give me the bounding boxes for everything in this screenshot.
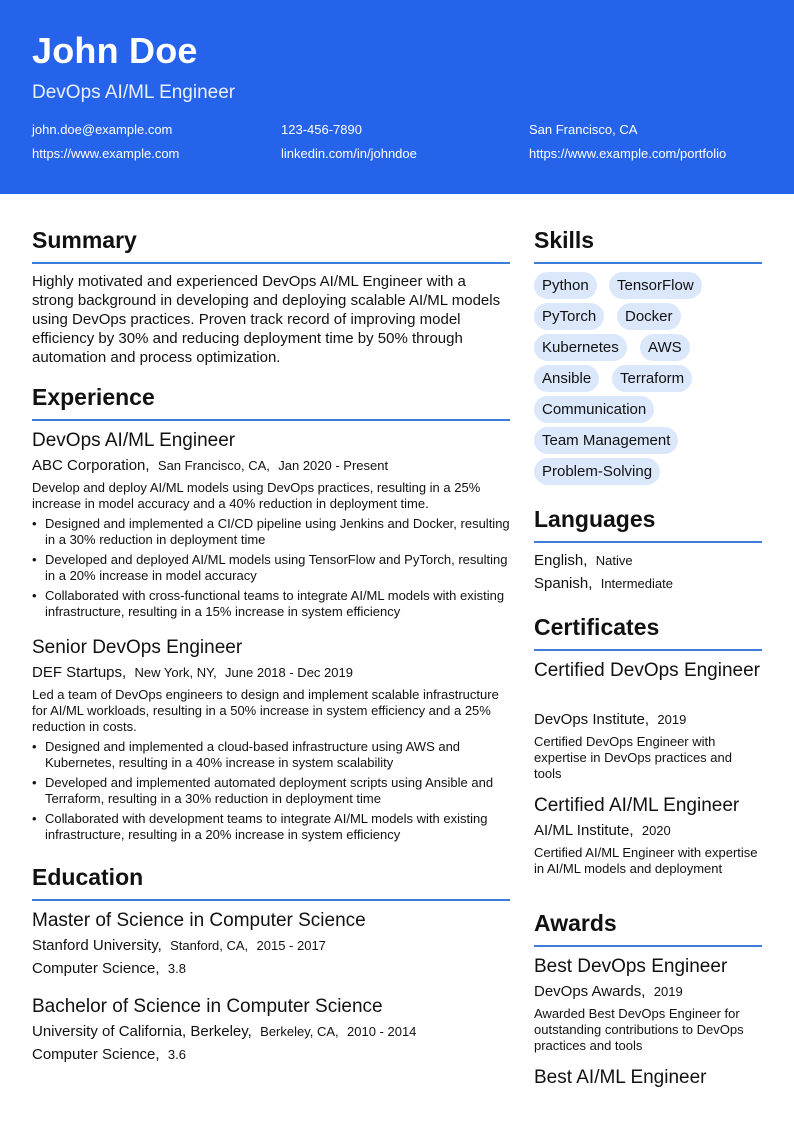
education-divider — [32, 899, 510, 901]
education-field-row — [32, 960, 186, 977]
language-level: Native — [595, 553, 633, 568]
language-name: Spanish, — [534, 575, 593, 592]
degree-title: Master of Science in Computer Science — [32, 910, 366, 931]
summary-heading: Summary — [32, 227, 137, 253]
job-title: Senior DevOps Engineer — [32, 637, 243, 658]
skill-chip: TensorFlow — [609, 272, 702, 299]
job-bullet: • Developed and deployed AI/ML models using TensorFlow and PyTorch, resulting in a 20% increase in model accuracy — [32, 552, 510, 584]
certificate-name: Certified DevOps Engineer — [534, 660, 760, 681]
education-meta — [32, 1023, 416, 1040]
award-issuer: DevOps Awards, — [534, 983, 646, 1000]
skill-chip: Terraform — [612, 365, 692, 392]
school-location: Stanford, CA, — [170, 938, 249, 953]
education-field: Computer Science, — [32, 1046, 160, 1063]
certificates-divider — [534, 649, 762, 651]
candidate-name: John Doe — [32, 30, 198, 71]
skill-chip: Problem-Solving — [534, 458, 660, 485]
award-name: Best DevOps Engineer — [534, 956, 728, 977]
contact-portfolio[interactable]: https://www.example.com/portfolio — [529, 146, 727, 161]
award-name: Best AI/ML Engineer — [534, 1067, 707, 1088]
certificate-year: 2020 — [641, 823, 671, 838]
job-bullets — [32, 516, 510, 624]
job-description: Led a team of DevOps engineers to design and implement scalable infrastructure for AI/ML workloads, resulting in a 50% increase in system efficiency and a 25% reduction in costs. — [32, 687, 499, 734]
job-bullet: • Collaborated with cross-functional teams to integrate AI/ML models with existing infrastructure, resulting in a 15% increase in system efficiency — [32, 588, 510, 620]
certificate-description: Certified AI/ML Engineer with expertise in AI/ML models and deployment — [534, 845, 758, 876]
summary-divider — [32, 262, 510, 264]
language-level: Intermediate — [600, 576, 673, 591]
skill-chip: Communication — [534, 396, 654, 423]
job-title: DevOps AI/ML Engineer — [32, 430, 236, 451]
job-dates: June 2018 - Dec 2019 — [225, 665, 353, 680]
languages-heading: Languages — [534, 506, 656, 532]
certificate-name: Certified AI/ML Engineer — [534, 795, 740, 816]
job-company: DEF Startups, — [32, 664, 127, 681]
education-dates: 2015 - 2017 — [256, 938, 326, 953]
skill-chip: PyTorch — [534, 303, 604, 330]
job-dates: Jan 2020 - Present — [278, 458, 389, 473]
certificate-description: Certified DevOps Engineer with expertise in DevOps practices and tools — [534, 734, 732, 781]
education-field-row — [32, 1046, 186, 1063]
experience-divider — [32, 419, 510, 421]
education-field: Computer Science, — [32, 960, 160, 977]
experience-heading: Experience — [32, 384, 155, 410]
skill-chip: Ansible — [534, 365, 599, 392]
certificate-meta — [534, 711, 686, 728]
degree-title: Bachelor of Science in Computer Science — [32, 996, 383, 1017]
contact-website[interactable]: https://www.example.com — [32, 146, 180, 161]
school-name: Stanford University, — [32, 937, 162, 954]
candidate-role: DevOps AI/ML Engineer — [32, 82, 236, 103]
job-location: San Francisco, CA, — [157, 458, 270, 473]
job-bullet: • Collaborated with development teams to integrate AI/ML models with existing infrastructure, resulting in a 20% increase in system efficiency — [32, 811, 510, 843]
school-location: Berkeley, CA, — [260, 1024, 339, 1039]
award-year: 2019 — [653, 984, 683, 999]
job-bullet: • Designed and implemented a CI/CD pipeline using Jenkins and Docker, resulting in a 30% reduction in deployment time — [32, 516, 510, 548]
education-dates: 2010 - 2014 — [347, 1024, 417, 1039]
skills-divider — [534, 262, 762, 264]
language-name: English, — [534, 552, 588, 569]
certificate-issuer: AI/ML Institute, — [534, 822, 634, 839]
summary-text: Highly motivated and experienced DevOps AI/ML Engineer with a strong background in developing and deploying scalable AI/ML models using DevOps practices. Proven track record of improving model efficiency by 30% and reducing deployment time by 50% through automation and process optimization. — [32, 273, 501, 366]
awards-heading: Awards — [534, 910, 617, 936]
skill-chip: AWS — [640, 334, 690, 361]
award-meta — [534, 983, 683, 1000]
awards-divider — [534, 945, 762, 947]
contact-email[interactable]: john.doe@example.com — [32, 122, 173, 137]
job-description: Develop and deploy AI/ML models using DevOps practices, resulting in a 25% increase in model accuracy and a 40% reduction in deployment time. — [32, 480, 481, 511]
contact-location: San Francisco, CA — [529, 122, 638, 137]
education-meta — [32, 937, 326, 954]
education-heading: Education — [32, 864, 144, 890]
job-bullet: • Designed and implemented a cloud-based infrastructure using AWS and Kubernetes, resulting in a 40% increase in system scalability — [32, 739, 510, 771]
job-company: ABC Corporation, — [32, 457, 150, 474]
skill-chip: Python — [534, 272, 597, 299]
education-gpa: 3.6 — [167, 1047, 186, 1062]
award-description: Awarded Best DevOps Engineer for outstanding contributions to DevOps practices and tools — [534, 1006, 744, 1053]
languages-divider — [534, 541, 762, 543]
certificate-issuer: DevOps Institute, — [534, 711, 650, 728]
contact-linkedin[interactable]: linkedin.com/in/johndoe — [281, 146, 417, 161]
certificates-heading: Certificates — [534, 614, 660, 640]
language-row — [534, 552, 633, 569]
job-meta — [32, 664, 353, 681]
certificate-year: 2019 — [657, 712, 687, 727]
certificate-meta — [534, 822, 671, 839]
education-gpa: 3.8 — [167, 961, 186, 976]
skill-chip: Kubernetes — [534, 334, 627, 361]
skill-chip: Docker — [617, 303, 681, 330]
contact-phone[interactable]: 123-456-7890 — [281, 122, 362, 137]
job-bullets — [32, 739, 510, 847]
resume-header — [0, 0, 794, 194]
skills-heading: Skills — [534, 227, 595, 253]
job-bullet: • Developed and implemented automated deployment scripts using Ansible and Terraform, resulting in a 30% reduction in deployment time — [32, 775, 510, 807]
school-name: University of California, Berkeley, — [32, 1023, 252, 1040]
job-location: New York, NY, — [134, 665, 217, 680]
job-meta — [32, 457, 388, 474]
skill-chip: Team Management — [534, 427, 678, 454]
language-row — [534, 575, 673, 592]
